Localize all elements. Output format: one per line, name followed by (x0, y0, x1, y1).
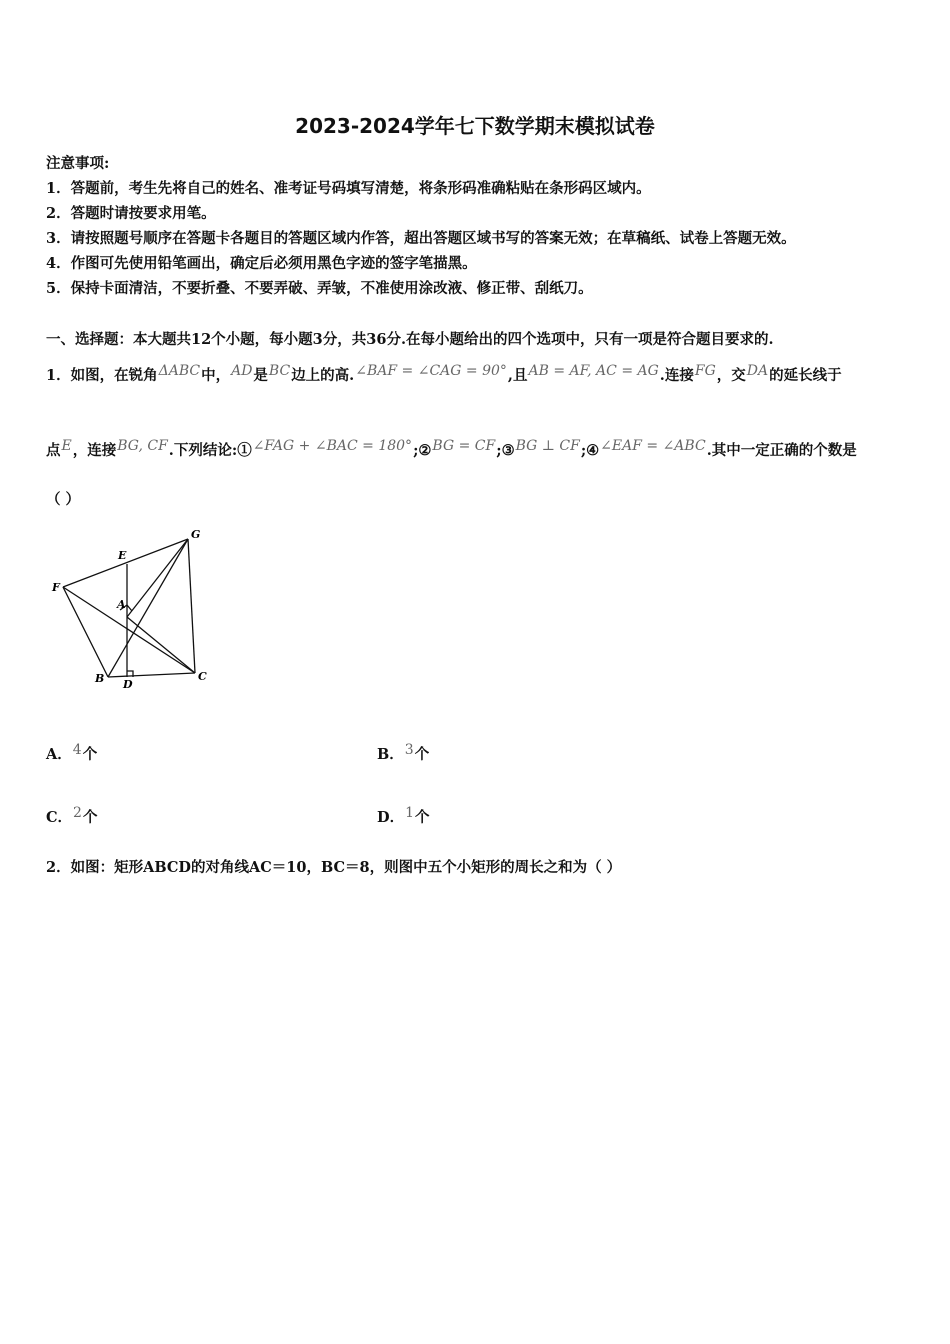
option-letter: B． (377, 746, 404, 763)
option-value: 4 (72, 742, 82, 758)
q1-math: ∠BAF = ∠CAG = 90° (355, 363, 507, 379)
q1-text: ，交 (716, 367, 746, 384)
note-item-4: 4．作图可先使用铅笔画出，确定后必须用黑色字迹的签字笔描黑。 (46, 255, 477, 272)
note-item-3: 3．请按照题号顺序在答题卡各题目的答题区域内作答，超出答题区域书写的答案无效；在草稿纸、试卷上答题无效。 (46, 230, 796, 247)
q1-math: FG (694, 363, 716, 379)
q1-text: ;④ (580, 442, 600, 459)
q1-paren: （ ） (46, 491, 81, 508)
q1-math: ΔABC (158, 363, 201, 379)
option-letter: C． (46, 809, 73, 826)
q1-text: ;② (413, 442, 432, 459)
figure-label-g: G (191, 528, 201, 541)
page-title: 2023-2024学年七下数学期末模拟试卷 (295, 114, 655, 138)
option-unit: 个 (82, 746, 98, 763)
q1-option-b[interactable] (377, 743, 429, 764)
q1-option-d[interactable] (377, 806, 430, 827)
section-heading: 一、选择题：本大题共12个小题，每小题3分，共36分.在每小题给出的四个选项中，只有一项是符合题目要求的. (46, 331, 774, 348)
note-item-5: 5．保持卡面清洁，不要折叠、不要弄破、弄皱，不准使用涂改液、修正带、刮纸刀。 (46, 280, 593, 297)
q2-text: 2．如图：矩形ABCD的对角线AC＝10，BC＝8，则图中五个小矩形的周长之和为（ ） (46, 859, 622, 876)
q1-text: ，连接 (72, 442, 117, 459)
option-value: 3 (404, 742, 414, 758)
q1-math: AB = AF, AC = AG (528, 363, 659, 379)
q1-text: 1．如图，在锐角 (46, 367, 158, 384)
q1-option-c[interactable] (46, 806, 97, 827)
q1-text: .连接 (659, 367, 694, 384)
figure-label-f: F (52, 581, 60, 594)
figure-label-e: E (118, 549, 127, 562)
option-letter: A． (46, 746, 72, 763)
q1-math: BG, CF (117, 438, 168, 454)
q1-text: ,且 (507, 367, 528, 384)
option-unit: 个 (415, 809, 430, 826)
q1-math: AD (231, 363, 253, 379)
option-unit: 个 (414, 746, 430, 763)
q1-math: BC (268, 363, 291, 379)
q1-math: DA (746, 363, 769, 379)
q1-text: 点 (46, 442, 61, 459)
q1-math: ∠EAF = ∠ABC (600, 438, 706, 454)
q1-line-2 (46, 439, 857, 460)
option-value: 1 (405, 805, 414, 821)
q1-math: BG ⊥ CF (515, 438, 580, 454)
option-value: 2 (73, 805, 82, 821)
option-unit: 个 (82, 809, 98, 826)
q1-text: ;③ (496, 442, 515, 459)
figure-label-b: B (95, 672, 105, 685)
q1-text: .下列结论:① (168, 442, 252, 459)
q1-math: E (61, 438, 72, 454)
figure-label-d: D (123, 678, 133, 691)
q1-text: 的延长线于 (769, 367, 842, 384)
q1-text: 是 (253, 367, 268, 384)
figure-label-c: C (198, 670, 207, 683)
q1-text: 中， (201, 367, 231, 384)
note-item-1: 1．答题前，考生先将自己的姓名、准考证号码填写清楚，将条形码准确粘贴在条形码区域内。 (46, 180, 651, 197)
notes-heading: 注意事项: (46, 155, 110, 172)
q1-geometry-figure (40, 522, 220, 692)
option-letter: D． (377, 809, 405, 826)
q1-math: ∠FAG + ∠BAC = 180° (252, 438, 413, 454)
q1-text: .其中一定正确的个数是 (706, 442, 857, 459)
q1-text: 边上的高. (291, 367, 355, 384)
note-item-2: 2．答题时请按要求用笔。 (46, 205, 216, 222)
figure-label-a: A (117, 598, 126, 611)
q1-line-1 (46, 364, 842, 385)
q1-option-a[interactable] (46, 743, 97, 764)
q1-math: BG = CF (432, 438, 496, 454)
